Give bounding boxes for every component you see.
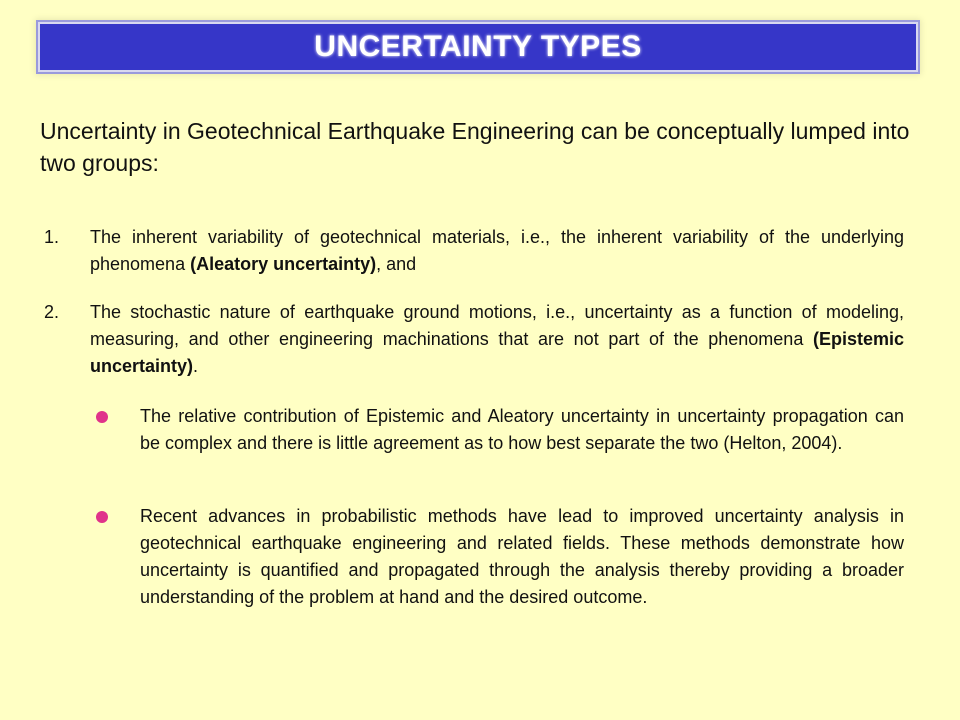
item-text-end: , and [376, 254, 417, 274]
bullet-text: The relative contribution of Epistemic and Aleatory uncertainty in uncertainty propagation can be complex and there is little agreement as to how best separate the two (Helton, 2004). [140, 406, 904, 453]
intro-paragraph: Uncertainty in Geotechnical Earthquake Engineering can be conceptually lumped into two groups: [40, 118, 910, 176]
bullet-dot-icon [96, 511, 108, 523]
item-body [90, 299, 904, 380]
bullet-text: Recent advances in probabilistic methods have lead to improved uncertainty analysis in geotechnical earthquake engineering and related fields. These methods demonstrate how uncertainty is quantified and propagated through the analysis thereby providing a broader understanding of the problem at hand and the desired outcome. [140, 506, 904, 607]
slide-title: UNCERTAINTY TYPES [314, 30, 642, 63]
bullet-dot-icon [96, 411, 108, 423]
item-emphasis: (Aleatory uncertainty) [190, 254, 377, 274]
numbered-item-1 [44, 224, 904, 278]
item-emphasis: (Epistemic uncertainty) [90, 329, 904, 376]
bullet-item-1 [96, 403, 904, 457]
numbered-item-2 [44, 299, 904, 380]
item-number: 2. [44, 302, 60, 322]
item-text: The inherent variability of geotechnical materials, i.e., the inherent variability of the underlying phenomena [90, 227, 904, 274]
item-number: 1. [44, 227, 60, 247]
item-body [90, 224, 904, 278]
bullet-item-2 [96, 503, 904, 611]
title-banner [38, 22, 918, 72]
item-text: The stochastic nature of earthquake ground motions, i.e., uncertainty as a function of modeling, measuring, and other engineering machinations that are not part of the phenomena [90, 302, 904, 349]
item-text-end: . [193, 356, 199, 376]
